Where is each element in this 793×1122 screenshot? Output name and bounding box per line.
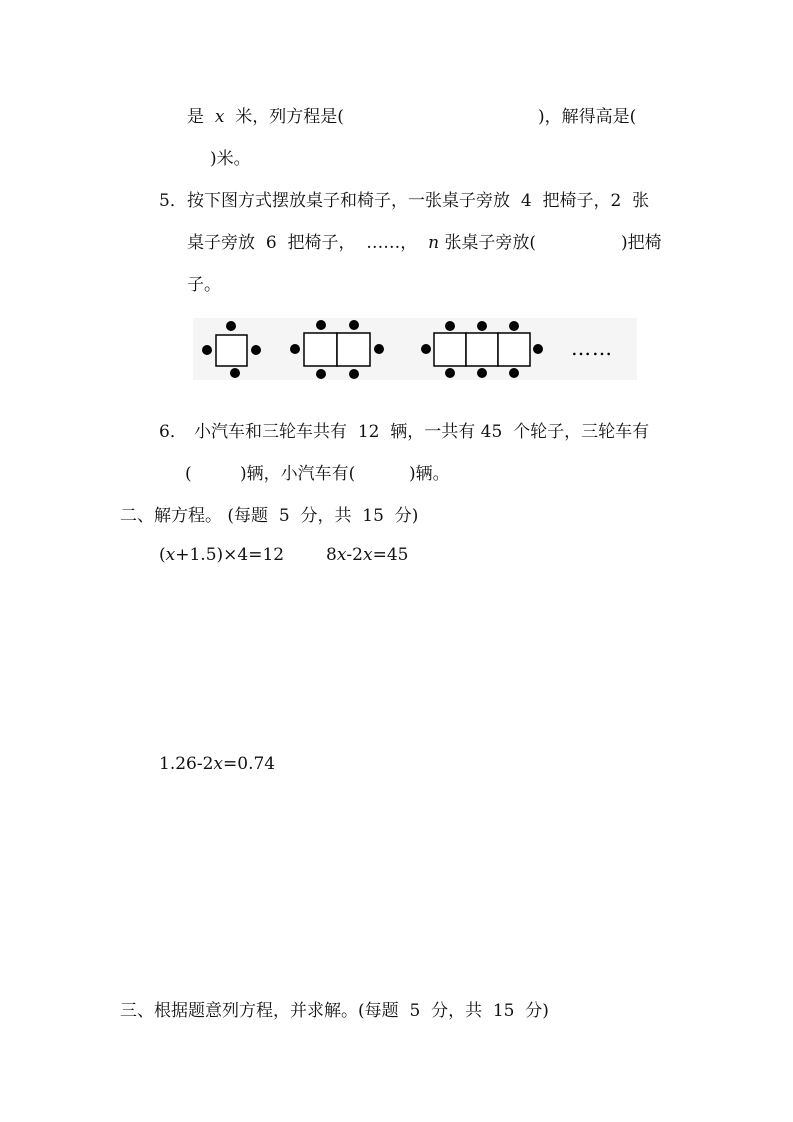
q6-line-2a: ( bbox=[185, 464, 192, 484]
chair bbox=[445, 321, 455, 331]
variable-x: x bbox=[213, 754, 224, 774]
eq-text: =45 bbox=[372, 545, 409, 565]
q4-answer-prompt: )，解得高是( bbox=[538, 107, 637, 127]
section2-note: (每题 5 分，共 15 分) bbox=[227, 506, 419, 526]
chair bbox=[251, 345, 261, 355]
q4-continuation-line bbox=[187, 106, 344, 128]
q6-number-12: 12 bbox=[357, 422, 380, 442]
q5-number: 5． bbox=[159, 191, 187, 211]
section2-title: 二、解方程。 bbox=[120, 506, 222, 526]
section3-title: 三、根据题意列方程，并求解。 bbox=[120, 1001, 358, 1021]
chair bbox=[226, 321, 236, 331]
equation-1 bbox=[159, 544, 284, 566]
chair bbox=[202, 345, 212, 355]
table bbox=[304, 333, 337, 366]
q6-text: 个轮子，三轮车有 bbox=[513, 422, 650, 442]
chair bbox=[290, 344, 300, 354]
q6-line-2b: )辆，小汽车有( bbox=[240, 464, 356, 484]
chair bbox=[374, 344, 384, 354]
chair bbox=[477, 321, 487, 331]
q5-line-3: 子。 bbox=[187, 275, 221, 295]
chair bbox=[509, 368, 519, 378]
q5-line-2-end: )把椅 bbox=[621, 233, 662, 253]
chair bbox=[477, 368, 487, 378]
table bbox=[466, 333, 498, 366]
eq-text: +1.5)×4=12 bbox=[175, 545, 285, 565]
chair bbox=[349, 369, 359, 379]
eq-text: -2 bbox=[346, 545, 363, 565]
variable-x: x bbox=[165, 545, 176, 565]
equation-2 bbox=[326, 544, 408, 566]
table bbox=[337, 333, 370, 366]
variable-n: n bbox=[428, 233, 440, 253]
chair bbox=[421, 344, 431, 354]
q4-text: 是 bbox=[187, 107, 204, 127]
q5-number-4: 4 bbox=[520, 191, 532, 211]
equation-3 bbox=[159, 753, 275, 775]
chair bbox=[230, 368, 240, 378]
chair bbox=[509, 321, 519, 331]
q5-text: 桌子旁放 bbox=[187, 233, 255, 253]
q4-unit-line: )米。 bbox=[210, 149, 251, 169]
figure-ellipsis: …… bbox=[571, 336, 613, 360]
q5-text: 把椅子，2 bbox=[542, 191, 622, 211]
q5-line-2 bbox=[187, 232, 536, 254]
chair bbox=[533, 344, 543, 354]
eq-text: 8 bbox=[326, 545, 337, 565]
q6-line-2c: )辆。 bbox=[409, 464, 450, 484]
q6-number: 6． bbox=[159, 422, 187, 442]
q6-line-1 bbox=[194, 421, 649, 443]
chair bbox=[445, 368, 455, 378]
table bbox=[216, 335, 247, 366]
tables-chairs-figure bbox=[193, 318, 637, 380]
chair bbox=[349, 320, 359, 330]
table bbox=[434, 333, 466, 366]
q6-text: 小汽车和三轮车共有 bbox=[194, 422, 347, 442]
q5-number-6: 6 bbox=[265, 233, 277, 253]
variable-x: x bbox=[362, 545, 373, 565]
q5-text: 按下图方式摆放桌子和椅子，一张桌子旁放 bbox=[187, 191, 510, 211]
table bbox=[498, 333, 530, 366]
eq-text: =0.74 bbox=[223, 754, 276, 774]
section2-heading bbox=[120, 505, 418, 527]
q5-line-1 bbox=[187, 190, 649, 212]
section3-note: (每题 5 分，共 15 分) bbox=[358, 1001, 549, 1021]
q5-text: 张桌子旁放( bbox=[444, 233, 537, 253]
q6-number-45: 45 bbox=[480, 422, 503, 442]
section3-heading bbox=[120, 1000, 549, 1022]
q5-text: 把椅子， bbox=[287, 233, 356, 253]
q5-ellipsis: ……， bbox=[366, 233, 418, 253]
variable-x: x bbox=[214, 107, 225, 127]
eq-text: ( bbox=[159, 545, 166, 565]
q5-text: 张 bbox=[632, 191, 650, 211]
chair bbox=[316, 320, 326, 330]
q4-text: 米，列方程是( bbox=[235, 107, 344, 127]
chair bbox=[316, 369, 326, 379]
variable-x: x bbox=[336, 545, 347, 565]
eq-text: 1.26-2 bbox=[159, 754, 214, 774]
q6-text: 辆，一共有 bbox=[390, 422, 476, 442]
